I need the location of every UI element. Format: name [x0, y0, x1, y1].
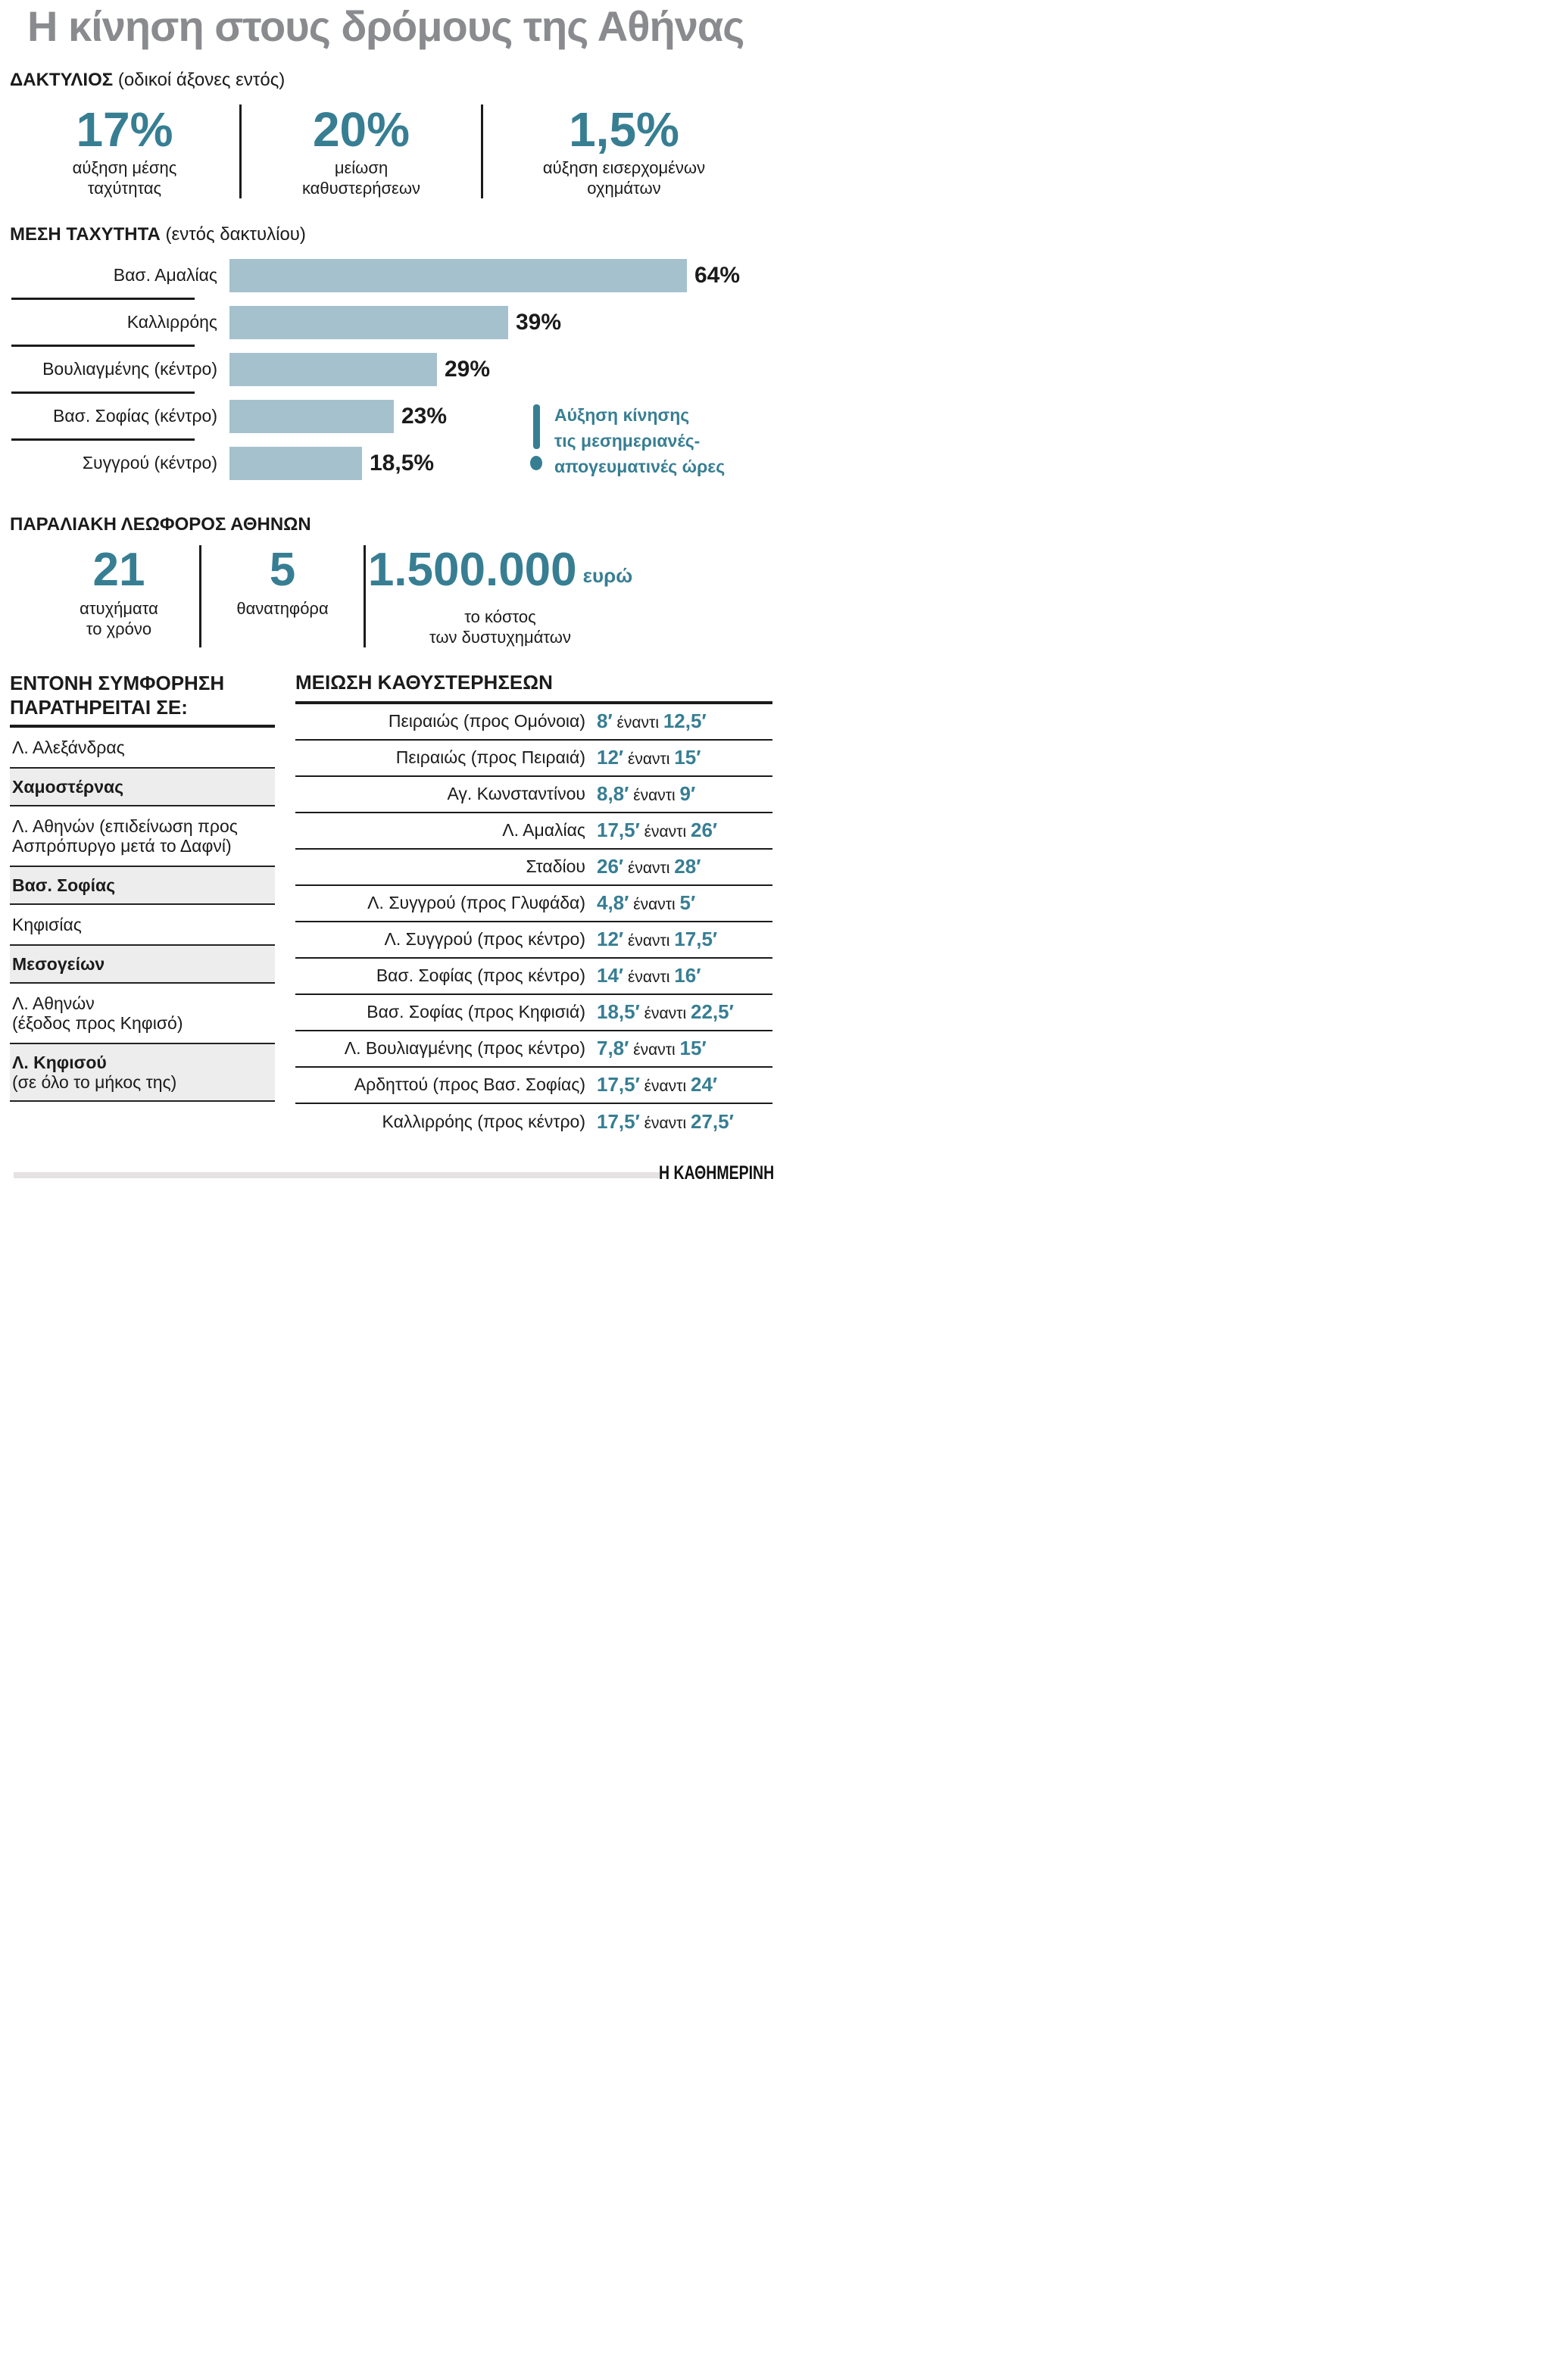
stat-label: θανατηφόρα	[236, 599, 329, 618]
bar-label: Βουλιαγμένης (κέντρο)	[42, 359, 217, 379]
table-row	[295, 886, 772, 922]
list-item: Λ. Κηφισού (σε όλο το μήκος της)	[10, 1043, 275, 1102]
row-label: Αρδηττού (προς Βασ. Σοφίας)	[354, 1075, 585, 1094]
row-value: 18,5′ έναντι 22,5′	[597, 1000, 734, 1023]
row-label: Αγ. Κωνσταντίνου	[447, 784, 585, 803]
list-item: Βασ. Σοφίας	[10, 866, 275, 905]
row-label: Λ. Συγγρού (προς Γλυφάδα)	[367, 893, 585, 912]
row-label: Βασ. Σοφίας (προς Κηφισιά)	[367, 1002, 585, 1022]
row-label: Σταδίου	[526, 856, 585, 876]
section-daktylios-heading	[10, 70, 285, 91]
bar	[229, 259, 687, 292]
stat-value: 17%	[76, 102, 173, 157]
delays-table	[295, 704, 772, 1140]
list-item: Λ. Αθηνών (έξοδος προς Κηφισό)	[12, 993, 183, 1033]
bar-value: 29%	[445, 356, 491, 382]
bar-row	[10, 300, 765, 345]
bar	[229, 306, 508, 339]
footer-bar	[14, 1172, 661, 1178]
stat-value-suffix: ευρώ	[582, 564, 633, 587]
row-value: 8′ έναντι 12,5′	[597, 710, 707, 732]
delays-heading: ΜΕΙΩΣΗ ΚΑΘΥΣΤΕΡΗΣΕΩΝ	[295, 671, 553, 694]
list-item: Λ. Αλεξάνδρας	[12, 737, 125, 757]
row-label: Λ. Βουλιαγμένης (προς κέντρο)	[344, 1038, 585, 1058]
kathimerini-logo: Η ΚΑΘΗΜΕΡΙΝΗ	[658, 1162, 774, 1184]
section-speed-heading-bold: ΜΕΣΗ ΤΑΧΥΤΗΤΑ	[10, 224, 161, 245]
bar-label: Βασ. Αμαλίας	[113, 265, 217, 285]
bar-label: Βασ. Σοφίας (κέντρο)	[53, 406, 217, 426]
congestion-list	[10, 728, 275, 1102]
stat-value: 1.500.000 ευρώ	[367, 544, 633, 596]
table-row	[295, 1031, 772, 1068]
row-value: 12′ έναντι 15′	[597, 746, 701, 769]
bar-value: 18,5%	[370, 450, 435, 476]
infographic-page	[0, 0, 776, 1190]
row-value: 26′ έναντι 28′	[597, 855, 701, 878]
stat-accidents	[10, 545, 199, 647]
delays-section	[295, 671, 772, 1140]
congestion-heading: ΕΝΤΟΝΗ ΣΥΜΦΟΡΗΣΗ ΠΑΡΑΤΗΡΕΙΤΑΙ ΣΕ:	[10, 672, 225, 719]
table-row	[295, 1104, 772, 1140]
list-item: Κηφισίας	[12, 914, 82, 934]
bar-value: 64%	[694, 262, 741, 288]
table-row	[295, 922, 772, 959]
stat-value: 21	[92, 544, 145, 596]
callout-text: Αύξηση κίνησης τις μεσημεριανές- απογευματινές ώρες	[554, 405, 726, 476]
row-value: 17,5′ έναντι 26′	[597, 819, 718, 841]
bar-row	[10, 347, 765, 391]
page-title: Η κίνηση στους δρόμους της Αθήνας	[27, 2, 744, 50]
traffic-increase-callout	[530, 402, 725, 479]
section-paraliaki-heading: ΠΑΡΑΛΙΑΚΗ ΛΕΩΦΟΡΟΣ ΑΘΗΝΩΝ	[10, 514, 311, 535]
stat-value: 5	[269, 544, 296, 596]
section-speed-heading	[10, 224, 306, 245]
table-row	[295, 850, 772, 886]
stat-incoming-vehicles	[483, 104, 765, 198]
section-speed-heading-rest: (εντός δακτυλίου)	[160, 224, 306, 245]
row-value: 4,8′ έναντι 5′	[597, 891, 696, 914]
stat-label: αύξηση μέσης ταχύτητας	[72, 158, 177, 198]
row-label: Πειραιώς (προς Ομόνοια)	[388, 711, 585, 731]
row-label: Λ. Συγγρού (προς κέντρο)	[384, 929, 585, 949]
stat-value: 1,5%	[569, 102, 679, 157]
section-daktylios-heading-rest: (οδικοί άξονες εντός)	[113, 70, 286, 90]
daktylios-stats-row	[10, 104, 765, 198]
stat-label: ατυχήματα το χρόνο	[80, 599, 158, 638]
bar	[229, 400, 394, 433]
paraliaki-stats-row	[10, 545, 765, 647]
stat-delay-reduction	[239, 104, 483, 198]
stat-label: το κόστος των δυστυχημάτων	[429, 607, 571, 647]
list-item: Μεσογείων	[10, 944, 275, 984]
bar	[229, 447, 362, 480]
stat-fatal	[199, 545, 366, 647]
bar-value: 23%	[401, 403, 448, 429]
table-row	[295, 959, 772, 995]
row-value: 17,5′ έναντι 24′	[597, 1073, 718, 1096]
stat-label: μείωση καθυστερήσεων	[301, 158, 421, 198]
bar-row	[10, 253, 765, 298]
row-value: 17,5′ έναντι 27,5′	[597, 1110, 734, 1133]
list-item: Χαμοστέρνας	[10, 767, 275, 806]
stat-speed-increase	[10, 104, 239, 198]
row-value: 14′ έναντι 16′	[597, 964, 701, 987]
table-row	[295, 813, 772, 850]
table-row	[295, 995, 772, 1031]
table-row	[295, 777, 772, 813]
row-label: Λ. Αμαλίας	[502, 820, 585, 840]
row-value: 12′ έναντι 17,5′	[597, 928, 718, 950]
row-value: 8,8′ έναντι 9′	[597, 782, 696, 805]
row-label: Πειραιώς (προς Πειραιά)	[395, 747, 585, 767]
stat-label: αύξηση εισερχομένων οχημάτων	[542, 158, 706, 198]
bar	[229, 353, 437, 386]
exclamation-icon	[530, 402, 542, 479]
bar-label: Καλλιρρόης	[126, 312, 217, 332]
table-row	[295, 704, 772, 741]
table-row	[295, 741, 772, 777]
stat-accident-cost	[366, 545, 765, 647]
list-item: Λ. Αθηνών (επιδείνωση προς Ασπρόπυργο μετά το Δαφνί)	[12, 816, 238, 856]
stat-value: 20%	[312, 102, 410, 157]
bar-value: 39%	[516, 309, 562, 335]
section-daktylios-heading-bold: ΔΑΚΤΥΛΙΟΣ	[10, 70, 114, 90]
row-label: Καλλιρρόης (προς κέντρο)	[382, 1112, 585, 1131]
congestion-section	[10, 671, 275, 1102]
row-label: Βασ. Σοφίας (προς κέντρο)	[376, 965, 585, 985]
bar-label: Συγγρού (κέντρο)	[82, 453, 217, 473]
row-value: 7,8′ έναντι 15′	[597, 1037, 707, 1059]
table-row	[295, 1068, 772, 1104]
